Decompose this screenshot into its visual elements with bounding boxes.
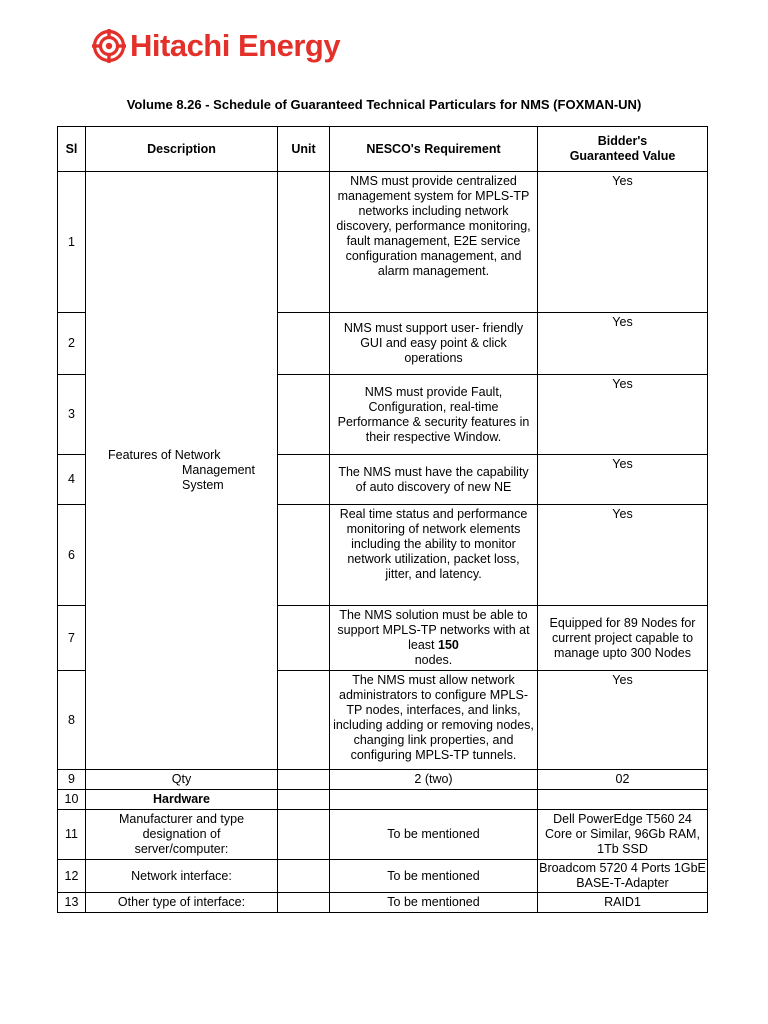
row-description: Manufacturer and type designation of server/computer: (86, 810, 278, 860)
row-sl: 12 (58, 860, 86, 893)
row-unit (278, 770, 330, 790)
merged-description-line1: Features of Network (108, 448, 221, 462)
document-title: Volume 8.26 - Schedule of Guaranteed Technical Particulars for NMS (FOXMAN-UN) (126, 97, 642, 112)
row-sl: 7 (58, 606, 86, 671)
row-description: Other type of interface: (86, 893, 278, 913)
header-unit: Unit (278, 127, 330, 172)
row-sl: 8 (58, 671, 86, 770)
row-description: Hardware (86, 790, 278, 810)
row-requirement: To be mentioned (330, 893, 538, 913)
row-requirement: 2 (two) (330, 770, 538, 790)
row-requirement: The NMS must have the capability of auto discovery of new NE (330, 455, 538, 505)
row-sl: 1 (58, 172, 86, 313)
row-description: Qty (86, 770, 278, 790)
row-value: Dell PowerEdge T560 24 Core or Similar, 96Gb RAM, 1Tb SSD (538, 810, 708, 860)
row-sl: 6 (58, 505, 86, 606)
table-header-row (58, 127, 708, 172)
row-requirement: NMS must provide centralized management system for MPLS-TP networks including network discovery, performance monitoring, fault management, E2E service configuration management, and alarm management. (330, 172, 538, 313)
row-value: Broadcom 5720 4 Ports 1GbE BASE-T-Adapter (538, 860, 708, 893)
row-value: Yes (538, 375, 708, 455)
row-value: Yes (538, 313, 708, 375)
row-value: Yes (538, 455, 708, 505)
merged-description-line2: Management (182, 463, 255, 477)
row-sl: 3 (58, 375, 86, 455)
merged-description-line3: System (182, 478, 224, 492)
row-unit (278, 375, 330, 455)
row-value: Yes (538, 671, 708, 770)
header-bidder-line2: Guaranteed Value (569, 149, 676, 163)
technical-particulars-table (57, 126, 708, 913)
row-unit (278, 790, 330, 810)
merged-description-cell (86, 172, 278, 770)
row-sl: 4 (58, 455, 86, 505)
header-sl: Sl (58, 127, 86, 172)
row-value: RAID1 (538, 893, 708, 913)
hitachi-energy-logo-icon (92, 29, 126, 63)
requirement-text-pre: The NMS solution must be able to support MPLS-TP networks with at least (337, 608, 530, 652)
row-unit (278, 606, 330, 671)
row-requirement: The NMS must allow network administrators to configure MPLS-TP nodes, interfaces, and links, including adding or removing nodes, changing link properties, and configuring MPLS-TP tunnels. (330, 671, 538, 770)
row-value: Equipped for 89 Nodes for current project capable to manage upto 300 Nodes (538, 606, 708, 671)
row-sl: 2 (58, 313, 86, 375)
header-description: Description (86, 127, 278, 172)
row-value: Yes (538, 505, 708, 606)
table-row (58, 860, 708, 893)
table-row-hardware (58, 790, 708, 810)
requirement-text-post: nodes. (414, 653, 453, 667)
merged-description (108, 448, 255, 493)
row-requirement: NMS must provide Fault, Configuration, real-time Performance & security features in their respective Window. (330, 375, 538, 455)
row-requirement: To be mentioned (330, 810, 538, 860)
row-unit (278, 860, 330, 893)
row-unit (278, 313, 330, 375)
table-row (58, 893, 708, 913)
row-requirement: Real time status and performance monitoring of network elements including the ability to monitor network utilization, packet loss, jitter, and latency. (330, 505, 538, 606)
row-value: 02 (538, 770, 708, 790)
requirement-node-count: 150 (438, 638, 459, 652)
row-requirement: To be mentioned (330, 860, 538, 893)
row-requirement (330, 606, 538, 671)
row-description: Network interface: (86, 860, 278, 893)
table-row (58, 172, 708, 313)
row-value: Yes (538, 172, 708, 313)
row-sl: 10 (58, 790, 86, 810)
row-unit (278, 671, 330, 770)
logo-text: Hitachi Energy (130, 28, 341, 63)
header-bidder-line1: Bidder's (597, 134, 648, 148)
row-requirement: NMS must support user- friendly GUI and easy point & click operations (330, 313, 538, 375)
row-unit (278, 893, 330, 913)
row-unit (278, 455, 330, 505)
row-unit (278, 810, 330, 860)
table-row (58, 810, 708, 860)
row-unit (278, 172, 330, 313)
row-requirement (330, 790, 538, 810)
row-sl: 13 (58, 893, 86, 913)
row-value (538, 790, 708, 810)
header-requirement: NESCO's Requirement (330, 127, 538, 172)
row-sl: 9 (58, 770, 86, 790)
row-unit (278, 505, 330, 606)
header-bidder-value (538, 127, 708, 172)
table-row-qty (58, 770, 708, 790)
company-logo (92, 26, 340, 66)
row-sl: 11 (58, 810, 86, 860)
